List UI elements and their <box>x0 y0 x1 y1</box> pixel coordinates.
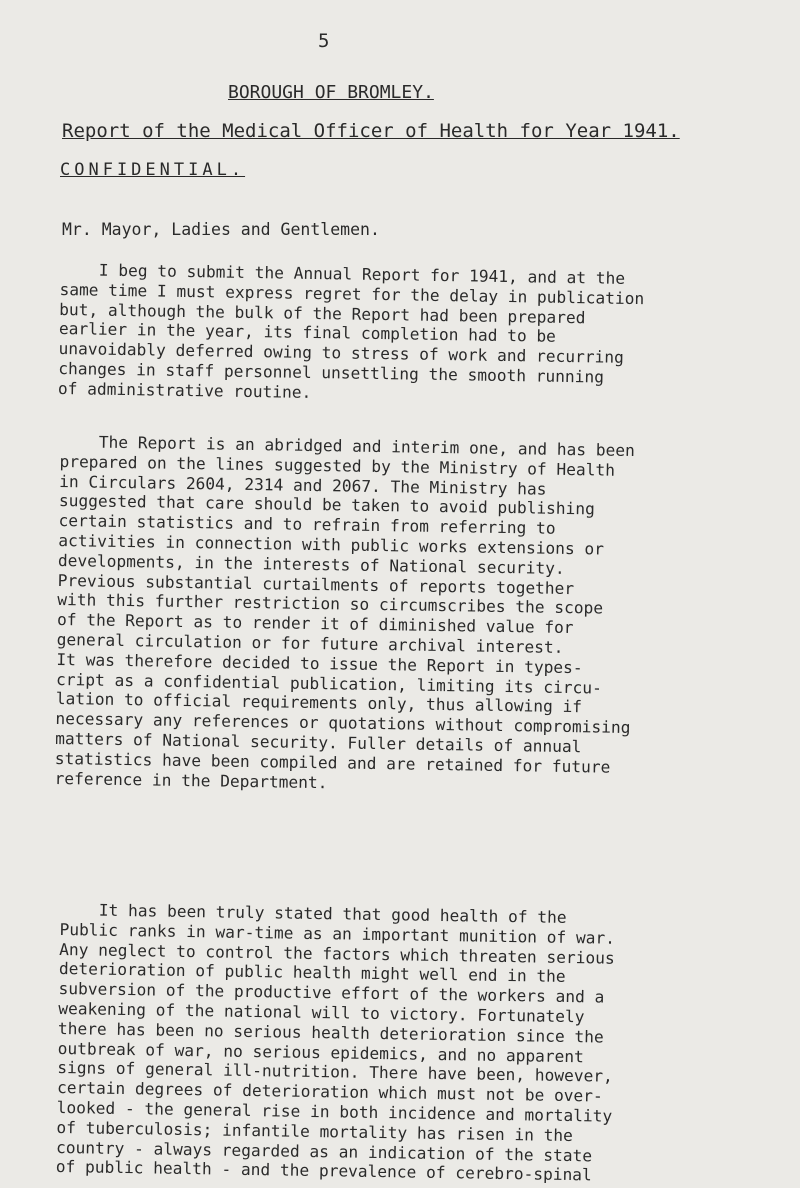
report-title: Report of the Medical Officer of Health for Year 1941. <box>62 120 680 142</box>
paragraph-public-health: It has been truly stated that good health of the Public ranks in war-time as an important munition of war. Any neglect to control the factors which threaten serious deterioration of public health might well end in the subversion of the productive effort of the workers and a weakening of the national will to victory. Fortunately there has been no serious health deterioration since the outbreak of war, no serious epidemics, and no apparent signs of general ill-nutrition. There have been, however, certain degrees of deterioration which must not be over- looked - the general rise in both incidence and mortality of tuberculosis; infantile mortality has risen in the country - always regarded as an indication of the state of public health - and the prevalence of cerebro-spinal <box>55 900 616 1185</box>
confidential-label: CONFIDENTIAL. <box>60 160 246 180</box>
paragraph-delay: I beg to submit the Annual Report for 1941, and at the same time I must express regret for the delay in publication but, although the bulk of the Report had been prepared earlier in the year, its final completion had to be unavoidably deferred owing to stress of work and recurring changes in staff personnel unsettling the smooth running of administrative routine. <box>57 260 645 402</box>
page-number: 5 <box>318 30 330 52</box>
salutation: Mr. Mayor, Ladies and Gentlemen. <box>62 220 380 239</box>
borough-heading-text: BOROUGH OF BROMLEY. <box>228 82 434 103</box>
borough-heading <box>228 82 434 103</box>
paragraph-abridged-report: The Report is an abridged and interim one, and has been prepared on the lines suggested by the Ministry of Health in Circulars 2604, 2314 and 2067. The Ministry has suggested that care should be taken to avoid publishing certain statistics and to refrain from referring to activities in connection with public works extensions or developments, in the interests of National security. Previous substantial curtailments of reports together with this further restriction so circumscribes the scope of the Report as to render it of diminished value for general circulation or for future archival interest. It was therefore decided to issue the Report in types- cript as a confidential publication, limiting its circu- lation to official requirements only, thus allowing if necessary any references or quotations without compromising matters of National security. Fuller details of annual statistics have been compiled and are retained for future reference in the Department. <box>54 432 635 792</box>
